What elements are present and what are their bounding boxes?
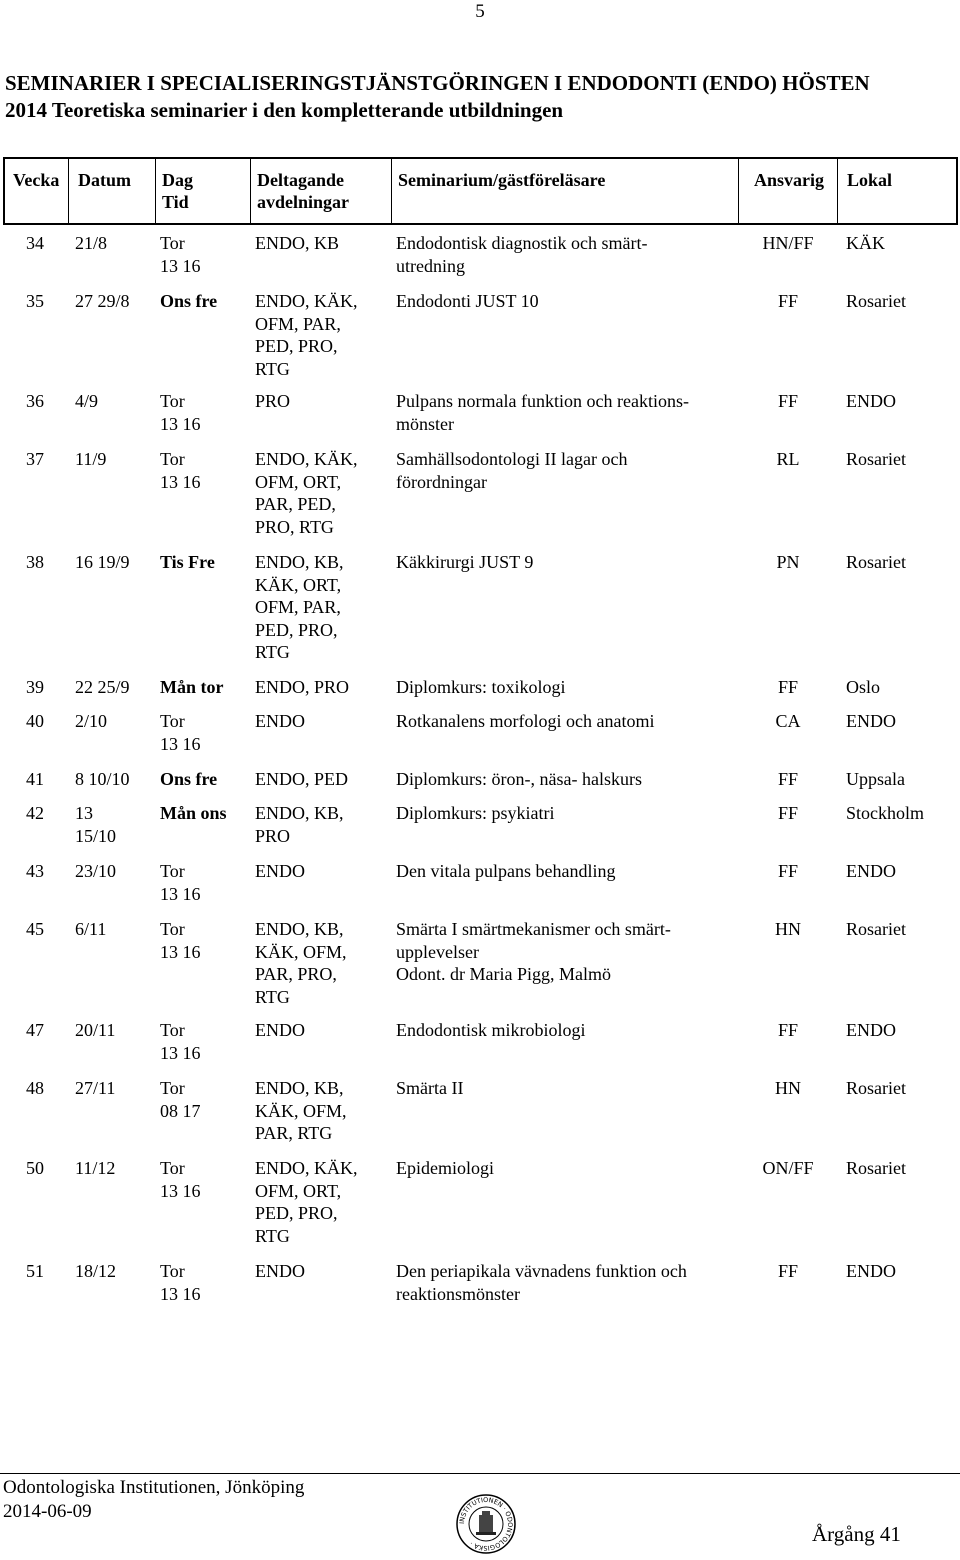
- cell-seminarium: [396, 232, 647, 277]
- cell-datum-line: 11/12: [75, 1158, 116, 1178]
- cell-dag-tid: [160, 710, 201, 755]
- cell-lokal-line: ENDO: [846, 711, 896, 731]
- header-deltagande-1: Deltagande: [257, 170, 344, 190]
- cell-seminarium-line: reaktionsmönster: [396, 1283, 520, 1304]
- cell-lokal: [846, 290, 906, 313]
- seminar-table: [3, 157, 958, 1304]
- header-divider: [68, 159, 69, 223]
- cell-datum: [75, 768, 130, 791]
- cell-ansvarig-line: CA: [775, 711, 801, 731]
- cell-dag-tid: [160, 232, 201, 277]
- cell-vecka: [26, 290, 44, 313]
- cell-deltagande: [255, 1019, 305, 1042]
- cell-lokal-line: Uppsala: [846, 769, 905, 789]
- cell-ansvarig: [736, 1157, 840, 1180]
- cell-lokal-line: Rosariet: [846, 1158, 906, 1178]
- cell-deltagande: [255, 448, 358, 538]
- cell-ansvarig: [736, 448, 840, 471]
- footer-rule: [0, 1473, 960, 1474]
- cell-seminarium-line: Pulpans normala funktion och reaktions-: [396, 391, 689, 411]
- cell-deltagande-line: PRO, RTG: [255, 516, 334, 537]
- cell-vecka-line: 41: [26, 769, 44, 789]
- cell-dag-tid-line: Ons fre: [160, 769, 218, 789]
- cell-deltagande: [255, 860, 305, 883]
- cell-dag-tid-line: 13 16: [160, 1283, 201, 1304]
- cell-dag-tid-line: Tor: [160, 449, 185, 469]
- cell-dag-tid: [160, 1019, 201, 1064]
- cell-seminarium: [396, 676, 566, 699]
- cell-dag-tid: [160, 802, 227, 825]
- cell-dag-tid-line: 13 16: [160, 255, 201, 276]
- cell-dag-tid-line: Tor: [160, 1078, 185, 1098]
- cell-deltagande-line: ENDO: [255, 711, 305, 731]
- cell-ansvarig: [736, 1019, 840, 1042]
- cell-lokal: [846, 918, 906, 941]
- cell-deltagande-line: ENDO: [255, 861, 305, 881]
- cell-deltagande-line: OFM, PAR,: [255, 597, 341, 617]
- cell-seminarium: [396, 551, 533, 574]
- page-number: 5: [475, 1, 485, 22]
- cell-lokal-line: ENDO: [846, 391, 896, 411]
- cell-lokal: [846, 390, 896, 413]
- cell-dag-tid-line: Ons fre: [160, 291, 218, 311]
- cell-datum: [75, 1157, 115, 1180]
- cell-vecka-line: 47: [26, 1020, 44, 1040]
- cell-datum: [75, 710, 107, 733]
- cell-datum-line: 4/9: [75, 391, 99, 411]
- cell-dag-tid-line: Tor: [160, 233, 185, 253]
- cell-lokal-line: Oslo: [846, 677, 881, 697]
- cell-lokal: [846, 1019, 896, 1042]
- cell-dag-tid-line: Tor: [160, 1261, 185, 1281]
- cell-dag-tid: [160, 390, 201, 435]
- cell-lokal: [846, 710, 896, 733]
- cell-seminarium-line: Smärta I smärtmekanismer och smärt-: [396, 919, 671, 939]
- cell-datum-line: 8 10/10: [75, 769, 130, 789]
- cell-vecka-line: 51: [26, 1261, 44, 1281]
- header-deltagande: [257, 169, 349, 213]
- cell-ansvarig: [736, 551, 840, 574]
- cell-deltagande-line: PAR, PED,: [255, 494, 336, 514]
- cell-seminarium-line: Diplomkurs: psykiatri: [396, 803, 555, 823]
- cell-dag-tid-line: 08 17: [160, 1100, 201, 1121]
- table-header: [3, 157, 958, 225]
- cell-vecka-line: 43: [26, 861, 44, 881]
- cell-seminarium: [396, 1260, 687, 1305]
- cell-dag-tid: [160, 290, 217, 313]
- cell-deltagande: [255, 390, 290, 413]
- cell-dag-tid-line: 13 16: [160, 1042, 201, 1063]
- cell-seminarium-line: Epidemiologi: [396, 1158, 494, 1178]
- cell-datum: [75, 232, 107, 255]
- cell-deltagande-line: RTG: [255, 358, 290, 379]
- university-seal-icon: [456, 1494, 516, 1554]
- cell-lokal: [846, 232, 885, 255]
- cell-dag-tid-line: Tor: [160, 919, 185, 939]
- cell-lokal: [846, 448, 906, 471]
- cell-ansvarig: [736, 390, 840, 413]
- cell-seminarium-line: Endodontisk diagnostik och smärt-: [396, 233, 648, 253]
- cell-datum-line: 15/10: [75, 825, 117, 846]
- cell-dag-tid-line: Tor: [160, 1158, 185, 1178]
- cell-deltagande-line: PAR, PRO,: [255, 964, 337, 984]
- cell-lokal: [846, 676, 880, 699]
- cell-ansvarig-line: FF: [777, 677, 799, 697]
- cell-lokal-line: Rosariet: [846, 552, 906, 572]
- cell-datum: [75, 290, 130, 313]
- cell-vecka: [26, 918, 44, 941]
- cell-lokal-line: ENDO: [846, 1261, 896, 1281]
- cell-seminarium: [396, 290, 539, 313]
- cell-ansvarig: [736, 290, 840, 313]
- cell-ansvarig: [736, 918, 840, 941]
- cell-ansvarig-line: FF: [777, 291, 799, 311]
- cell-lokal: [846, 802, 924, 825]
- cell-deltagande-line: PAR, RTG: [255, 1123, 333, 1143]
- header-dag-tid: [162, 169, 193, 213]
- cell-vecka-line: 35: [26, 291, 44, 311]
- cell-deltagande: [255, 1260, 305, 1283]
- cell-seminarium: [396, 918, 671, 986]
- cell-vecka-line: 42: [26, 803, 44, 823]
- cell-dag-tid: [160, 676, 223, 699]
- cell-vecka: [26, 448, 44, 471]
- cell-lokal: [846, 1260, 896, 1283]
- header-seminarium: Seminarium/gästföreläsare: [398, 170, 606, 190]
- cell-ansvarig-line: FF: [777, 861, 799, 881]
- cell-deltagande-line: PED, PRO,: [255, 619, 338, 640]
- cell-seminarium-line: utredning: [396, 255, 465, 276]
- cell-dag-tid-line: 13 16: [160, 883, 201, 904]
- cell-deltagande: [255, 710, 305, 733]
- footer-argang: Årgång 41: [812, 1522, 901, 1546]
- cell-ansvarig-line: PN: [776, 552, 800, 572]
- cell-ansvarig-line: FF: [777, 1261, 799, 1281]
- cell-lokal-line: KÄK: [846, 233, 885, 253]
- cell-deltagande: [255, 1077, 347, 1145]
- cell-datum: [75, 802, 116, 847]
- cell-seminarium: [396, 1077, 463, 1100]
- header-tid: Tid: [162, 192, 189, 212]
- footer-institution: Odontologiska Institutionen, Jönköping: [3, 1477, 305, 1498]
- cell-lokal: [846, 860, 896, 883]
- cell-seminarium-line: Den periapikala vävnadens funktion och: [396, 1261, 687, 1281]
- cell-lokal-line: Rosariet: [846, 449, 906, 469]
- cell-dag-tid-line: Tor: [160, 1020, 185, 1040]
- cell-deltagande-line: PRO: [255, 825, 291, 846]
- cell-ansvarig-line: FF: [777, 769, 799, 789]
- cell-ansvarig: [736, 802, 840, 825]
- cell-deltagande-line: ENDO, KÄK,: [255, 449, 358, 469]
- header-divider: [391, 159, 392, 223]
- cell-seminarium: [396, 390, 689, 435]
- cell-deltagande-line: ENDO, KB,: [255, 552, 344, 572]
- cell-dag-tid-line: 13 16: [160, 1180, 201, 1201]
- cell-vecka-line: 50: [26, 1158, 44, 1178]
- cell-datum-line: 18/12: [75, 1261, 117, 1281]
- cell-ansvarig: [736, 710, 840, 733]
- cell-deltagande-line: KÄK, OFM,: [255, 1100, 347, 1121]
- cell-vecka: [26, 802, 44, 825]
- cell-seminarium-line: Endodontisk mikrobiologi: [396, 1020, 586, 1040]
- cell-deltagande: [255, 918, 347, 1008]
- cell-deltagande-line: KÄK, ORT,: [255, 574, 342, 595]
- cell-deltagande-line: PRO: [255, 391, 291, 411]
- cell-seminarium: [396, 1019, 586, 1042]
- cell-dag-tid: [160, 1157, 201, 1202]
- cell-ansvarig: [736, 1077, 840, 1100]
- cell-deltagande-line: PED, PRO,: [255, 1203, 338, 1223]
- cell-seminarium: [396, 710, 654, 733]
- cell-datum: [75, 1019, 115, 1042]
- cell-dag-tid-line: 13 16: [160, 413, 201, 434]
- cell-vecka: [26, 232, 44, 255]
- cell-deltagande-line: ENDO, KB: [255, 233, 339, 253]
- seal-text: INSTITUTIONEN · ODONTOLOGISKA ·: [457, 1495, 515, 1553]
- cell-deltagande-line: RTG: [255, 1225, 290, 1246]
- cell-ansvarig-line: HN: [775, 919, 801, 939]
- cell-vecka: [26, 676, 44, 699]
- cell-dag-tid-line: Tor: [160, 711, 185, 731]
- page-heading: [5, 70, 955, 124]
- cell-vecka: [26, 1077, 44, 1100]
- header-lokal: Lokal: [847, 170, 893, 190]
- cell-seminarium-line: Rotkanalens morfologi och anatomi: [396, 711, 655, 731]
- cell-lokal-line: Stockholm: [846, 803, 925, 823]
- cell-deltagande-line: ENDO, KB,: [255, 803, 344, 823]
- footer-date: 2014-06-09: [3, 1501, 92, 1522]
- cell-ansvarig-line: HN/FF: [762, 233, 814, 253]
- cell-dag-tid: [160, 1260, 201, 1305]
- cell-lokal-line: Rosariet: [846, 919, 906, 939]
- cell-seminarium: [396, 768, 642, 791]
- cell-datum: [75, 448, 106, 471]
- cell-datum-line: 21/8: [75, 233, 108, 253]
- cell-dag-tid: [160, 448, 201, 493]
- cell-ansvarig-line: FF: [777, 803, 799, 823]
- cell-seminarium-line: förordningar: [396, 471, 487, 492]
- cell-datum-line: 11/9: [75, 449, 107, 469]
- cell-seminarium: [396, 448, 627, 493]
- cell-deltagande-line: ENDO, KB,: [255, 1078, 344, 1098]
- header-deltagande-2: avdelningar: [257, 192, 350, 212]
- cell-seminarium: [396, 802, 555, 825]
- cell-ansvarig-line: FF: [777, 391, 799, 411]
- cell-deltagande: [255, 290, 358, 380]
- cell-datum-line: 23/10: [75, 861, 117, 881]
- cell-deltagande-line: RTG: [255, 986, 290, 1007]
- cell-ansvarig-line: ON/FF: [762, 1158, 814, 1178]
- header-divider: [837, 159, 838, 223]
- cell-lokal: [846, 768, 905, 791]
- heading-line-1: SEMINARIER I SPECIALISERINGSTJÄNSTGÖRINGEN I ENDODONTI (ENDO) HÖSTEN: [5, 71, 870, 95]
- cell-ansvarig: [736, 232, 840, 255]
- cell-seminarium-line: mönster: [396, 413, 454, 434]
- cell-seminarium: [396, 1157, 494, 1180]
- cell-seminarium-line: Diplomkurs: öron-, näsa- halskurs: [396, 769, 642, 789]
- cell-datum: [75, 390, 98, 413]
- cell-deltagande-line: ENDO, KB,: [255, 919, 344, 939]
- cell-ansvarig-line: FF: [777, 1020, 799, 1040]
- cell-vecka: [26, 710, 44, 733]
- cell-ansvarig: [736, 676, 840, 699]
- cell-seminarium-line: Diplomkurs: toxikologi: [396, 677, 566, 697]
- cell-ansvarig-line: RL: [776, 449, 800, 469]
- cell-dag-tid-line: 13 16: [160, 471, 201, 492]
- cell-seminarium-line: Odont. dr Maria Pigg, Malmö: [396, 964, 611, 984]
- cell-seminarium: [396, 860, 615, 883]
- cell-vecka-line: 48: [26, 1078, 44, 1098]
- header-dag: Dag: [162, 170, 193, 190]
- cell-ansvarig-line: HN: [775, 1078, 801, 1098]
- cell-lokal-line: Rosariet: [846, 1078, 906, 1098]
- header-vecka: Vecka: [13, 170, 60, 190]
- cell-lokal: [846, 1077, 906, 1100]
- header-datum: Datum: [78, 170, 131, 190]
- header-divider: [155, 159, 156, 223]
- cell-ansvarig: [736, 860, 840, 883]
- cell-deltagande-line: ENDO, PRO: [255, 677, 350, 697]
- cell-datum: [75, 1260, 116, 1283]
- cell-seminarium-line: Samhällsodontologi II lagar och: [396, 449, 628, 469]
- cell-deltagande: [255, 551, 344, 664]
- cell-datum-line: 6/11: [75, 919, 107, 939]
- cell-deltagande-line: ENDO, PED: [255, 769, 348, 789]
- cell-vecka-line: 45: [26, 919, 44, 939]
- cell-vecka: [26, 1157, 44, 1180]
- cell-deltagande: [255, 1157, 358, 1247]
- cell-seminarium-line: Endodonti JUST 10: [396, 291, 539, 311]
- cell-dag-tid: [160, 860, 201, 905]
- cell-dag-tid: [160, 918, 201, 963]
- header-divider: [738, 159, 739, 223]
- cell-vecka: [26, 551, 44, 574]
- cell-datum: [75, 860, 116, 883]
- cell-vecka: [26, 1260, 44, 1283]
- cell-deltagande-line: ENDO: [255, 1261, 305, 1281]
- cell-seminarium-line: Den vitala pulpans behandling: [396, 861, 616, 881]
- cell-seminarium-line: Smärta II: [396, 1078, 464, 1098]
- cell-lokal-line: ENDO: [846, 1020, 896, 1040]
- cell-deltagande-line: ENDO, KÄK,: [255, 291, 358, 311]
- cell-deltagande: [255, 232, 339, 255]
- cell-dag-tid-line: 13 16: [160, 941, 201, 962]
- cell-vecka: [26, 1019, 44, 1042]
- cell-vecka-line: 34: [26, 233, 44, 253]
- cell-ansvarig: [736, 768, 840, 791]
- cell-dag-tid: [160, 768, 217, 791]
- cell-datum: [75, 551, 130, 574]
- cell-deltagande: [255, 676, 349, 699]
- cell-datum-line: 13: [75, 803, 93, 823]
- cell-datum: [75, 676, 130, 699]
- cell-deltagande-line: OFM, PAR,: [255, 313, 341, 334]
- cell-deltagande-line: KÄK, OFM,: [255, 941, 347, 962]
- cell-vecka-line: 36: [26, 391, 44, 411]
- cell-datum-line: 20/11: [75, 1020, 116, 1040]
- cell-dag-tid: [160, 1077, 201, 1122]
- cell-lokal: [846, 1157, 906, 1180]
- cell-datum-line: 22 25/9: [75, 677, 130, 697]
- cell-deltagande-line: PED, PRO,: [255, 336, 338, 356]
- cell-seminarium-line: upplevelser: [396, 941, 479, 962]
- cell-dag-tid: [160, 551, 215, 574]
- cell-dag-tid-line: Tor: [160, 861, 185, 881]
- cell-dag-tid-line: 13 16: [160, 733, 201, 754]
- cell-datum: [75, 1077, 115, 1100]
- cell-seminarium-line: Käkkirurgi JUST 9: [396, 552, 534, 572]
- cell-deltagande-line: OFM, ORT,: [255, 471, 342, 492]
- cell-vecka-line: 39: [26, 677, 44, 697]
- cell-vecka-line: 40: [26, 711, 44, 731]
- heading-line-2: 2014 Teoretiska seminarier i den kompletterande utbildningen: [5, 98, 564, 122]
- cell-deltagande-line: ENDO: [255, 1020, 305, 1040]
- cell-dag-tid-line: Mån ons: [160, 803, 227, 823]
- header-ansvarig: Ansvarig: [754, 170, 825, 190]
- cell-deltagande-line: OFM, ORT,: [255, 1180, 342, 1201]
- cell-deltagande: [255, 802, 344, 847]
- cell-vecka-line: 37: [26, 449, 44, 469]
- cell-vecka: [26, 860, 44, 883]
- cell-ansvarig: [736, 1260, 840, 1283]
- cell-dag-tid-line: Mån tor: [160, 677, 224, 697]
- cell-datum: [75, 918, 106, 941]
- cell-deltagande: [255, 768, 348, 791]
- header-divider: [250, 159, 251, 223]
- cell-lokal-line: ENDO: [846, 861, 896, 881]
- cell-lokal-line: Rosariet: [846, 291, 906, 311]
- cell-dag-tid-line: Tis Fre: [160, 552, 215, 572]
- cell-vecka-line: 38: [26, 552, 44, 572]
- cell-vecka: [26, 768, 44, 791]
- cell-lokal: [846, 551, 906, 574]
- cell-deltagande-line: RTG: [255, 642, 290, 662]
- cell-deltagande-line: ENDO, KÄK,: [255, 1158, 358, 1178]
- cell-datum-line: 2/10: [75, 711, 108, 731]
- cell-datum-line: 27/11: [75, 1078, 116, 1098]
- cell-datum-line: 27 29/8: [75, 291, 130, 311]
- cell-vecka: [26, 390, 44, 413]
- cell-datum-line: 16 19/9: [75, 552, 130, 572]
- cell-dag-tid-line: Tor: [160, 391, 185, 411]
